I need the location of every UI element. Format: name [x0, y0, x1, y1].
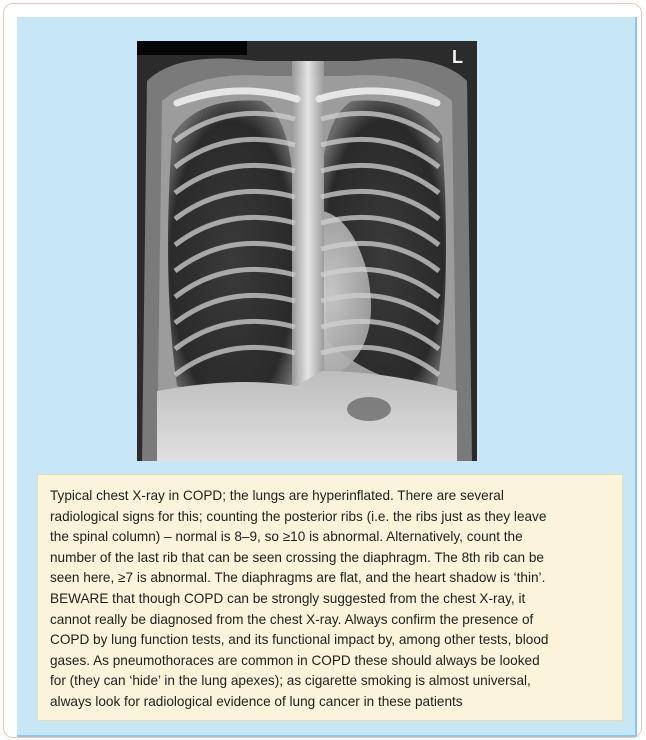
- figure-panel: [17, 17, 637, 737]
- figure-frame: [3, 3, 642, 738]
- figure-caption: Typical chest X-ray in COPD; the lungs are hyperinflated. There are several radiological signs for this; counting the posterior ribs (i.e. the ribs just as they leave the spinal column) – normal is 8–9, so ≥10 is abnormal. Alternatively, count the number of the last rib that can be seen crossing the diaphragm. The 8th rib can be seen here, ≥7 is abnormal. The diaphragms are flat, and the heart shadow is ‘thin’. BEWARE that though COPD can be strongly suggested from the chest X-ray, it cannot really be diagnosed from the chest X-ray. Always confirm the presence of COPD by lung function tests, and its functional impact by, among other tests, blood gases. As pneumothoraces are common in COPD these should always be looked for (they can ‘hide’ in the lung apexes); as cigarette smoking is almost universal, always look for radiological evidence of lung cancer in these patients: [50, 488, 549, 709]
- figure-caption-box: [37, 474, 623, 721]
- laterality-marker: L: [452, 47, 463, 67]
- chest-xray-illustration: [137, 41, 477, 461]
- chest-xray-image: [137, 41, 477, 461]
